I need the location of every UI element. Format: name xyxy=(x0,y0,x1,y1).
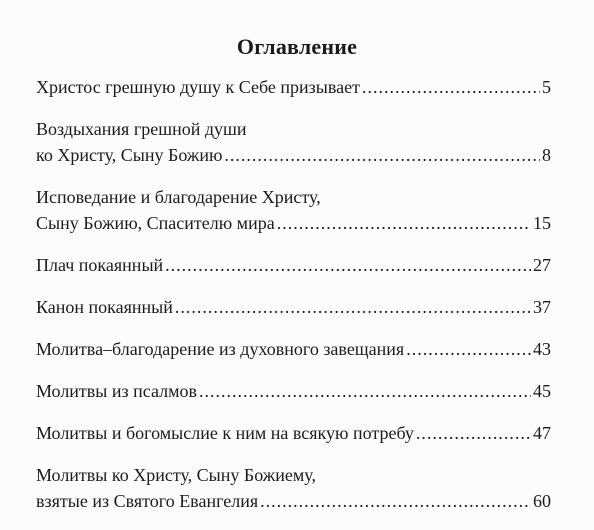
toc-entry-line xyxy=(36,74,551,100)
toc-leader-dots xyxy=(199,378,531,404)
toc-entry xyxy=(36,420,551,446)
toc-leader-dots xyxy=(362,74,540,100)
toc-entry-title: Молитва–благодарение из духовного завещания xyxy=(36,339,405,359)
toc-entry xyxy=(36,74,551,100)
toc-entry-line xyxy=(36,294,551,320)
toc-leader-dots xyxy=(175,294,531,320)
toc-entry xyxy=(36,378,551,404)
toc-entry-line xyxy=(36,378,551,404)
toc-entry-title: Исповедание и благодарение Христу, xyxy=(36,187,321,207)
toc-page-number: 37 xyxy=(533,297,551,317)
toc-entry-title-continued: ко Христу, Сыну Божию xyxy=(36,145,223,165)
toc-entry-title: Плач покаянный xyxy=(36,255,164,275)
toc-entry xyxy=(36,294,551,320)
toc-entry xyxy=(36,184,551,236)
toc-entry-title: Воздыхания грешной души xyxy=(36,119,247,139)
toc-page-number: 27 xyxy=(533,255,551,275)
toc-leader-dots xyxy=(224,142,540,168)
toc-entry-line xyxy=(36,488,551,514)
toc-entry-title: Молитвы из псалмов xyxy=(36,381,197,401)
toc-leader-dots xyxy=(416,420,531,446)
toc-leader-dots xyxy=(260,488,531,514)
toc-entry-line xyxy=(36,420,551,446)
toc-page-number: 60 xyxy=(533,491,551,511)
toc-page-number: 15 xyxy=(533,213,551,233)
toc-entry-title: Молитвы ко Христу, Сыну Божиему, xyxy=(36,465,316,485)
toc-leader-dots xyxy=(165,252,531,278)
toc-entry-line xyxy=(36,252,551,278)
toc-entry-line xyxy=(36,142,551,168)
toc-entry-title-continued: Сыну Божию, Спасителю мира xyxy=(36,213,275,233)
toc-page-number: 5 xyxy=(542,77,551,97)
toc-entry xyxy=(36,462,551,514)
toc-entry xyxy=(36,116,551,168)
toc-entry-title: Молитвы и богомыслие к ним на всякую потребу xyxy=(36,423,414,443)
table-of-contents xyxy=(36,74,551,530)
toc-leader-dots xyxy=(277,210,531,236)
toc-page-number: 8 xyxy=(542,145,551,165)
toc-page-number: 43 xyxy=(533,339,551,359)
page-title: Оглавление xyxy=(236,34,358,59)
toc-page-number: 45 xyxy=(533,381,551,401)
toc-leader-dots xyxy=(406,336,531,362)
toc-entry xyxy=(36,336,551,362)
toc-page-number: 47 xyxy=(533,423,551,443)
toc-entry-title-continued: взятые из Святого Евангелия xyxy=(36,491,259,511)
toc-entry-title: Канон покаянный xyxy=(36,297,173,317)
toc-entry xyxy=(36,252,551,278)
toc-entry-line xyxy=(36,336,551,362)
toc-entry-line xyxy=(36,210,551,236)
toc-entry-title: Христос грешную душу к Себе призывает xyxy=(36,77,360,97)
